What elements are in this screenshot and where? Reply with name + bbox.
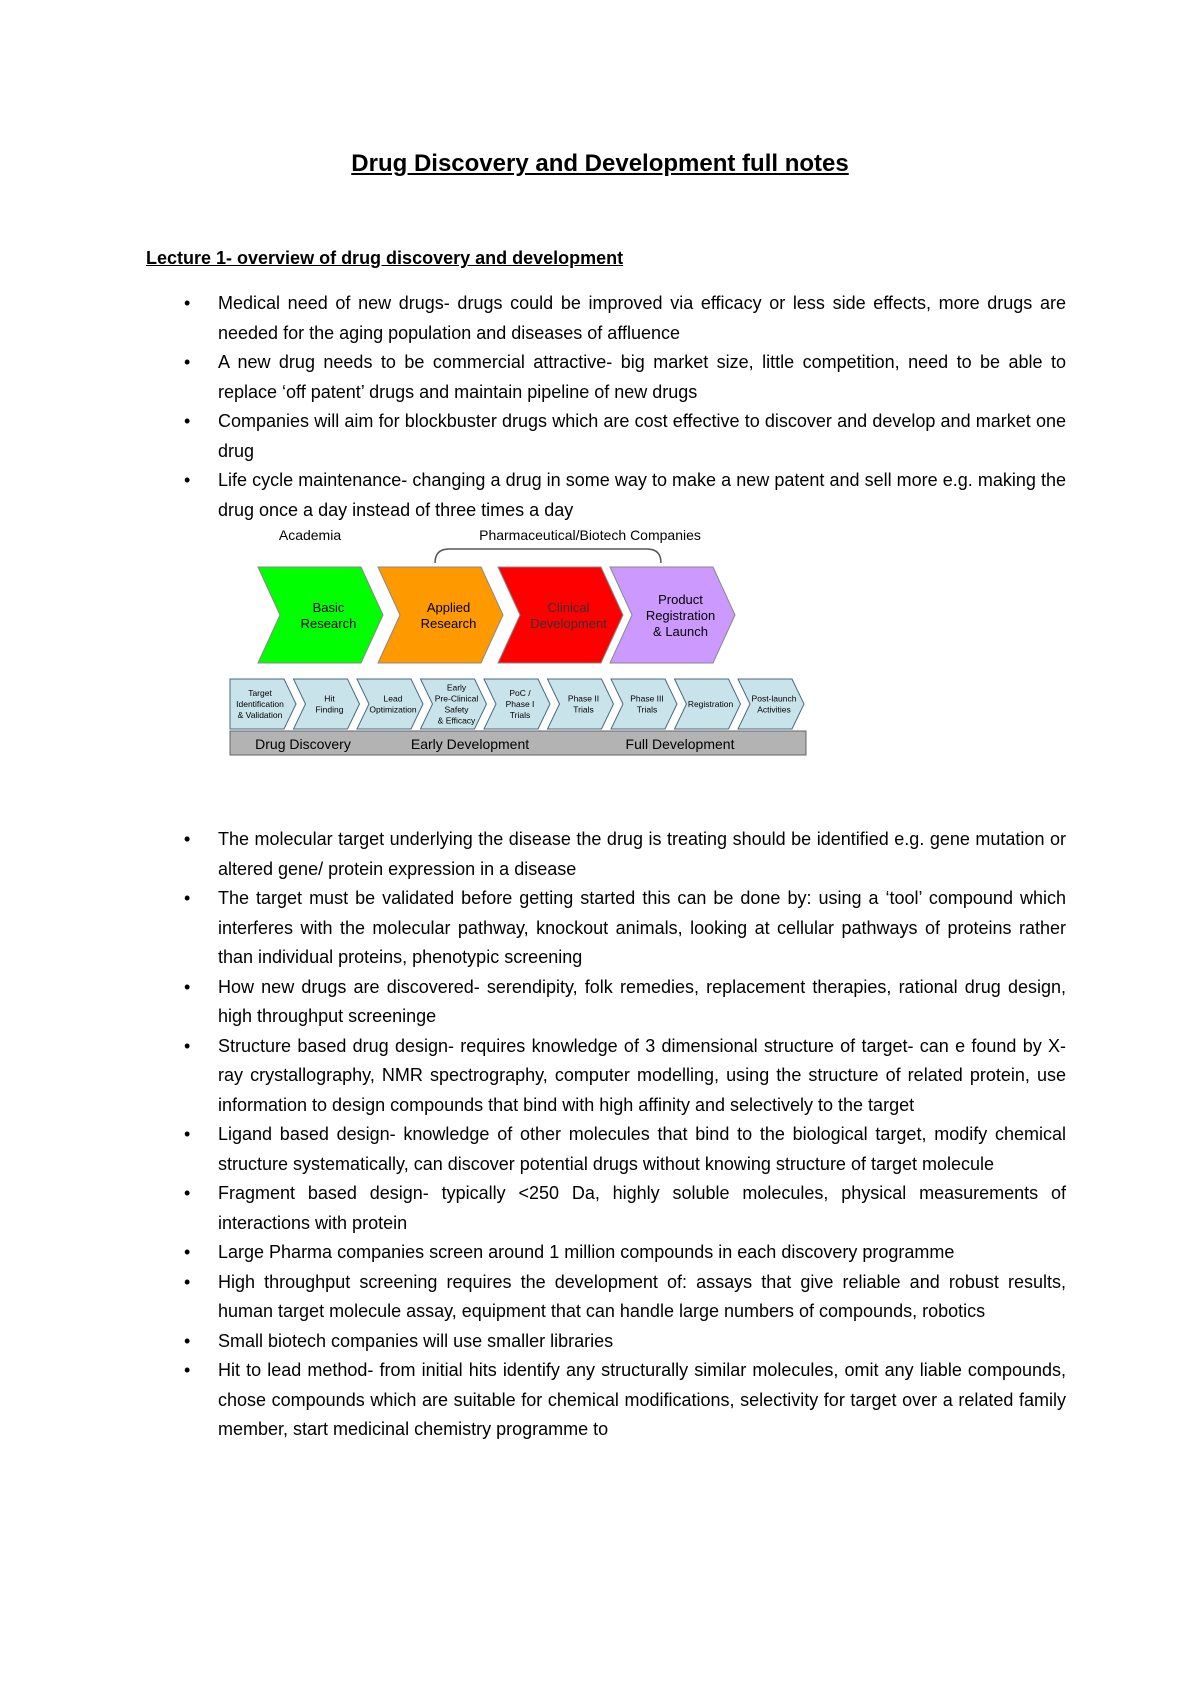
list-item: • Small biotech companies will use smaller libraries — [146, 1327, 1066, 1357]
step-label: Pre-Clinical — [434, 693, 479, 704]
stage-label: Product — [658, 592, 703, 607]
lecture-heading: Lecture 1- overview of drug discovery and development — [146, 248, 624, 268]
step-label: Safety — [444, 704, 469, 715]
step-label: Phase III — [630, 693, 664, 704]
step-label: Registration — [687, 699, 734, 709]
step-label: Post-launch — [751, 693, 797, 704]
step-label: Early — [446, 682, 467, 693]
drug-development-pipeline-figure — [210, 525, 850, 825]
companies-label: Pharmaceutical/Biotech Companies — [479, 527, 701, 543]
step-label: Identification — [236, 699, 284, 709]
step-label: PoC / — [509, 688, 531, 698]
list-item: • Structure based drug design- requires knowledge of 3 dimensional structure of target- can e found by X-ray crystallography, NMR spectrography, computer modelling, using the structure of related protein, use information to design compounds that bind with high affinity and selectively to the target — [146, 1032, 1066, 1121]
step-label: Activities — [757, 704, 791, 715]
step-label: Trials — [573, 704, 594, 715]
step-label: Phase I — [505, 699, 535, 709]
companies-brace — [435, 549, 661, 563]
bullet-list-top — [146, 289, 1066, 525]
stage-label: Research — [420, 616, 477, 631]
step-label: Lead — [383, 693, 403, 704]
phase-label-early-development: Early Development — [410, 736, 530, 752]
bullet-list-bottom — [146, 825, 1066, 1445]
step-label: Target — [248, 688, 272, 698]
step-label: & Validation — [237, 710, 283, 720]
list-item: • Ligand based design- knowledge of other molecules that bind to the biological target, modify chemical structure systematically, can discover potential drugs without knowing structure of target molecule — [146, 1120, 1066, 1179]
list-item: • A new drug needs to be commercial attractive- big market size, little competition, need to be able to replace ‘off patent’ drugs and maintain pipeline of new drugs — [146, 348, 1066, 407]
list-item: • Hit to lead method- from initial hits identify any structurally similar molecules, omit any liable compounds, chose compounds which are suitable for chemical modifications, selectivity for target over a related family member, start medicinal chemistry programme to — [146, 1356, 1066, 1445]
phase-label-full-development: Full Development — [625, 736, 735, 752]
stage-label: Basic — [312, 600, 345, 615]
step-label: Trials — [509, 710, 531, 720]
stage-label: Research — [300, 616, 357, 631]
list-item: • Large Pharma companies screen around 1 million compounds in each discovery programme — [146, 1238, 1066, 1268]
stage-label: & Launch — [653, 624, 708, 639]
stage-label: Registration — [645, 608, 716, 623]
stage-chevron — [258, 567, 383, 663]
list-item: • Life cycle maintenance- changing a drug in some way to make a new patent and sell more e.g. making the drug once a day instead of three times a day — [146, 466, 1066, 525]
list-item: • Companies will aim for blockbuster drugs which are cost effective to discover and develop and market one drug — [146, 407, 1066, 466]
stage-label: Applied — [426, 600, 471, 615]
list-item: • The molecular target underlying the disease the drug is treating should be identified e.g. gene mutation or altered gene/ protein expression in a disease — [146, 825, 1066, 884]
step-label: Phase II — [567, 693, 600, 704]
list-item: • High throughput screening requires the development of: assays that give reliable and robust results, human target molecule assay, equipment that can handle large numbers of compounds, robotics — [146, 1268, 1066, 1327]
step-label: Hit — [324, 693, 335, 704]
stage-label: Clinical — [547, 600, 590, 615]
stage-label: Development — [530, 616, 607, 631]
document-title: Drug Discovery and Development full notes — [351, 150, 849, 177]
step-label: Finding — [315, 704, 344, 715]
stage-chevron — [498, 567, 623, 663]
list-item: • Medical need of new drugs- drugs could be improved via efficacy or less side effects, more drugs are needed for the aging population and diseases of affluence — [146, 289, 1066, 348]
stage-chevron — [378, 567, 503, 663]
step-label: Trials — [636, 704, 658, 715]
academia-label: Academia — [278, 527, 342, 543]
stage-arrows — [258, 567, 735, 663]
step-arrows — [230, 679, 804, 729]
list-item: • Fragment based design- typically <250 Da, highly soluble molecules, physical measurements of interactions with protein — [146, 1179, 1066, 1238]
list-item: • The target must be validated before getting started this can be done by: using a ‘tool’ compound which interferes with the molecular pathway, knockout animals, looking at cellular pathways of proteins rather than individual proteins, phenotypic screening — [146, 884, 1066, 973]
step-label: Optimization — [369, 704, 417, 715]
list-item: • How new drugs are discovered- serendipity, folk remedies, replacement therapies, rational drug design, high throughput screeninge — [146, 973, 1066, 1032]
phase-label-drug-discovery: Drug Discovery — [255, 736, 351, 752]
step-label: & Efficacy — [437, 715, 476, 726]
